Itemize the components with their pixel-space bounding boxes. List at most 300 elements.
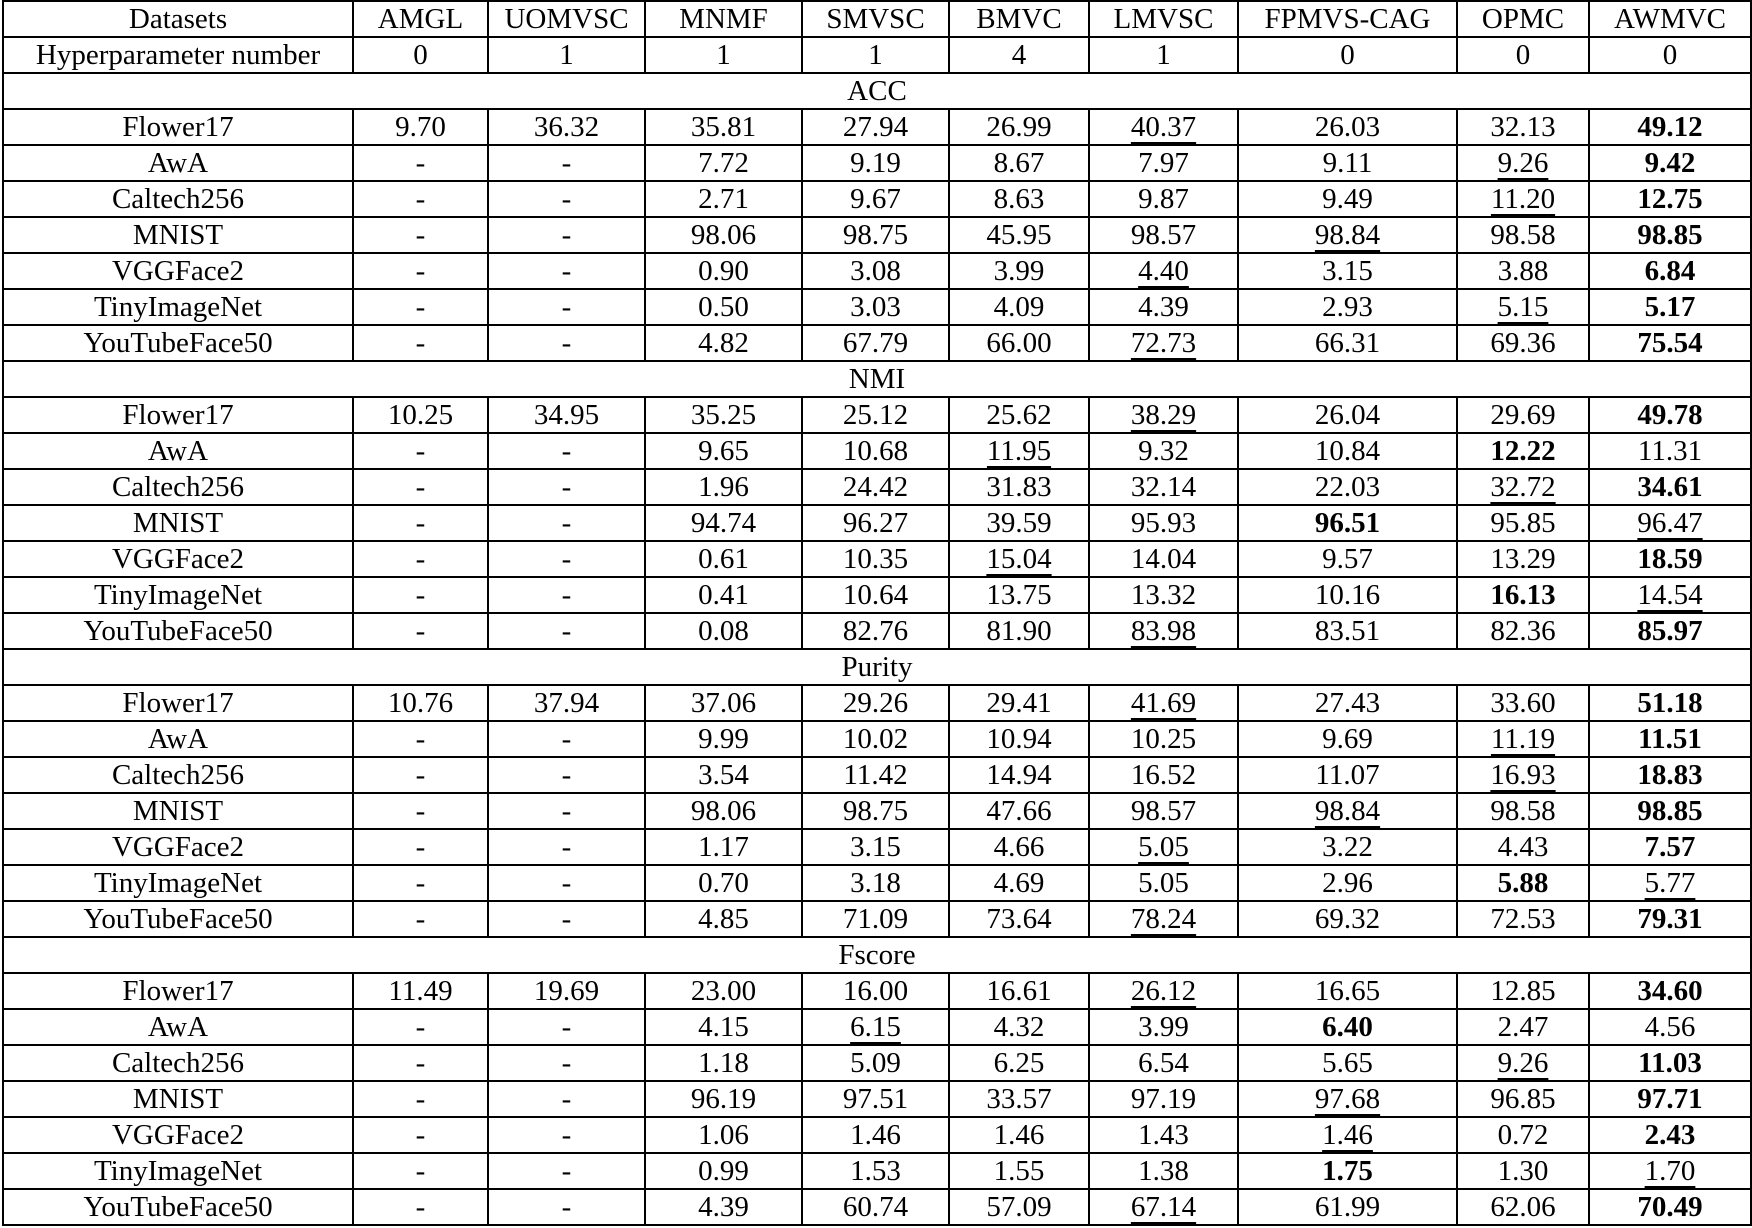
metric-value: 49.12 xyxy=(1589,109,1751,145)
metric-value xyxy=(1089,973,1238,1009)
metric-value: 1.06 xyxy=(645,1117,802,1153)
column-header-method: OPMC xyxy=(1457,1,1589,37)
metric-value: 62.06 xyxy=(1457,1189,1589,1225)
metric-value: 94.74 xyxy=(645,505,802,541)
metric-value-text: 32.72 xyxy=(1490,470,1556,503)
hyperparameter-row xyxy=(3,37,1751,73)
metric-value: 29.26 xyxy=(802,685,949,721)
metric-value xyxy=(1457,145,1589,181)
metric-value: 6.25 xyxy=(949,1045,1089,1081)
metric-value: 5.65 xyxy=(1238,1045,1457,1081)
metric-value-text: 78.24 xyxy=(1130,902,1197,935)
hyperparameter-value: 4 xyxy=(949,37,1089,73)
metric-value xyxy=(1089,613,1238,649)
metric-value-text: 67.14 xyxy=(1130,1190,1197,1223)
dataset-name: Flower17 xyxy=(3,973,353,1009)
metric-value: 12.75 xyxy=(1589,181,1751,217)
metric-value: 34.60 xyxy=(1589,973,1751,1009)
hyperparameter-value: 0 xyxy=(1589,37,1751,73)
metric-value: - xyxy=(353,901,488,937)
metric-value xyxy=(1238,793,1457,829)
metric-value: 2.47 xyxy=(1457,1009,1589,1045)
metric-value xyxy=(1457,721,1589,757)
metric-value: 4.15 xyxy=(645,1009,802,1045)
metric-value: 9.49 xyxy=(1238,181,1457,217)
metric-value: 4.69 xyxy=(949,865,1089,901)
metric-value: 25.62 xyxy=(949,397,1089,433)
hyperparameter-label: Hyperparameter number xyxy=(3,37,353,73)
metric-value-text: 9.26 xyxy=(1497,146,1549,179)
metric-value: 33.60 xyxy=(1457,685,1589,721)
dataset-name: VGGFace2 xyxy=(3,829,353,865)
metric-value xyxy=(1089,1189,1238,1225)
metric-value: - xyxy=(488,541,645,577)
hyperparameter-value: 1 xyxy=(802,37,949,73)
metric-value: 1.30 xyxy=(1457,1153,1589,1189)
metric-value xyxy=(1457,289,1589,325)
table-row xyxy=(3,685,1751,721)
metric-value xyxy=(1238,217,1457,253)
metric-value: - xyxy=(488,793,645,829)
metric-value: 75.54 xyxy=(1589,325,1751,361)
column-header-method: AMGL xyxy=(353,1,488,37)
metric-value: - xyxy=(353,181,488,217)
metric-value: 70.49 xyxy=(1589,1189,1751,1225)
metric-value: - xyxy=(353,1153,488,1189)
hyperparameter-value: 1 xyxy=(488,37,645,73)
metric-value: 27.94 xyxy=(802,109,949,145)
metric-value: 25.12 xyxy=(802,397,949,433)
metric-value: 45.95 xyxy=(949,217,1089,253)
metric-value: - xyxy=(353,721,488,757)
metric-value: 1.75 xyxy=(1238,1153,1457,1189)
table-row xyxy=(3,289,1751,325)
table-row xyxy=(3,109,1751,145)
metric-value: - xyxy=(353,1189,488,1225)
metric-value-text: 16.93 xyxy=(1490,758,1556,791)
metric-value: 1.46 xyxy=(802,1117,949,1153)
metric-value: - xyxy=(353,145,488,181)
metric-value: 9.69 xyxy=(1238,721,1457,757)
metric-value: 1.96 xyxy=(645,469,802,505)
table-row xyxy=(3,865,1751,901)
metric-value: 11.03 xyxy=(1589,1045,1751,1081)
metric-value-text: 1.46 xyxy=(1322,1118,1373,1151)
table-row xyxy=(3,1153,1751,1189)
table-row xyxy=(3,1009,1751,1045)
metric-value: 98.57 xyxy=(1089,217,1238,253)
metric-value: 18.83 xyxy=(1589,757,1751,793)
table-row xyxy=(3,217,1751,253)
column-header-method: UOMVSC xyxy=(488,1,645,37)
metric-value-text: 9.26 xyxy=(1497,1046,1549,1079)
metric-value: - xyxy=(488,829,645,865)
dataset-name: Caltech256 xyxy=(3,181,353,217)
metric-value: 6.84 xyxy=(1589,253,1751,289)
column-header-method: SMVSC xyxy=(802,1,949,37)
metric-value-text: 11.19 xyxy=(1490,722,1556,755)
metric-value: 60.74 xyxy=(802,1189,949,1225)
metric-value: 16.61 xyxy=(949,973,1089,1009)
metric-value: 61.99 xyxy=(1238,1189,1457,1225)
metric-value xyxy=(1238,1081,1457,1117)
metric-value xyxy=(949,541,1089,577)
metric-value: 4.09 xyxy=(949,289,1089,325)
metric-value: 29.41 xyxy=(949,685,1089,721)
header-row xyxy=(3,1,1751,37)
metric-value: - xyxy=(488,1045,645,1081)
metric-value: 5.09 xyxy=(802,1045,949,1081)
metric-value: 13.75 xyxy=(949,577,1089,613)
hyperparameter-value: 0 xyxy=(1457,37,1589,73)
metric-value: 23.00 xyxy=(645,973,802,1009)
table-row xyxy=(3,577,1751,613)
metric-value: 9.87 xyxy=(1089,181,1238,217)
metric-value-text: 26.12 xyxy=(1130,974,1197,1007)
metric-value: - xyxy=(353,793,488,829)
table-row xyxy=(3,325,1751,361)
metric-value: - xyxy=(488,145,645,181)
metric-value: 0.61 xyxy=(645,541,802,577)
dataset-name: AwA xyxy=(3,145,353,181)
metric-value: 10.25 xyxy=(353,397,488,433)
metric-value: 1.38 xyxy=(1089,1153,1238,1189)
metric-value: 14.04 xyxy=(1089,541,1238,577)
metric-value: 2.96 xyxy=(1238,865,1457,901)
table-row xyxy=(3,973,1751,1009)
metric-value: 3.99 xyxy=(949,253,1089,289)
metric-value: 37.94 xyxy=(488,685,645,721)
metric-value: - xyxy=(488,1117,645,1153)
metric-value: 98.06 xyxy=(645,793,802,829)
metric-value: 98.85 xyxy=(1589,217,1751,253)
metric-value: 66.31 xyxy=(1238,325,1457,361)
metric-value: 85.97 xyxy=(1589,613,1751,649)
table-row xyxy=(3,1189,1751,1225)
metric-value: - xyxy=(353,757,488,793)
hyperparameter-value: 0 xyxy=(353,37,488,73)
metric-value: 10.64 xyxy=(802,577,949,613)
metric-value: 4.39 xyxy=(1089,289,1238,325)
metric-value: 10.35 xyxy=(802,541,949,577)
metric-value-text: 11.95 xyxy=(986,434,1052,467)
metric-value: 7.72 xyxy=(645,145,802,181)
metric-value: 98.75 xyxy=(802,793,949,829)
metric-value: - xyxy=(353,541,488,577)
metric-value: - xyxy=(353,217,488,253)
metric-value: 11.49 xyxy=(353,973,488,1009)
metric-value: 34.95 xyxy=(488,397,645,433)
metric-value: 4.66 xyxy=(949,829,1089,865)
metric-value: - xyxy=(353,289,488,325)
table-row xyxy=(3,793,1751,829)
metric-value: 35.25 xyxy=(645,397,802,433)
table-row xyxy=(3,433,1751,469)
results-table xyxy=(2,0,1752,1226)
dataset-name: YouTubeFace50 xyxy=(3,613,353,649)
table-row xyxy=(3,721,1751,757)
metric-value-text: 38.29 xyxy=(1130,398,1197,431)
metric-value: 97.71 xyxy=(1589,1081,1751,1117)
metric-value: 9.67 xyxy=(802,181,949,217)
metric-value: 3.22 xyxy=(1238,829,1457,865)
metric-value: - xyxy=(488,181,645,217)
metric-value: 4.32 xyxy=(949,1009,1089,1045)
metric-value: - xyxy=(488,757,645,793)
metric-value: 0.50 xyxy=(645,289,802,325)
metric-value: - xyxy=(488,901,645,937)
metric-value: 98.06 xyxy=(645,217,802,253)
metric-value: 69.32 xyxy=(1238,901,1457,937)
metric-value: 9.19 xyxy=(802,145,949,181)
metric-value: 29.69 xyxy=(1457,397,1589,433)
section-header-row xyxy=(3,73,1751,109)
metric-value-text: 14.54 xyxy=(1637,578,1703,611)
metric-value: 49.78 xyxy=(1589,397,1751,433)
section-title: Purity xyxy=(3,649,1751,685)
metric-value: 57.09 xyxy=(949,1189,1089,1225)
dataset-name: VGGFace2 xyxy=(3,541,353,577)
metric-value xyxy=(949,433,1089,469)
metric-value: 1.18 xyxy=(645,1045,802,1081)
metric-value: 16.52 xyxy=(1089,757,1238,793)
table-body xyxy=(3,1,1751,1225)
metric-value: 9.42 xyxy=(1589,145,1751,181)
metric-value xyxy=(1089,397,1238,433)
metric-value: - xyxy=(488,721,645,757)
metric-value: 95.93 xyxy=(1089,505,1238,541)
metric-value-text: 5.05 xyxy=(1138,830,1189,863)
table-row xyxy=(3,505,1751,541)
table-row xyxy=(3,901,1751,937)
table-row xyxy=(3,829,1751,865)
metric-value: 1.46 xyxy=(949,1117,1089,1153)
metric-value: 96.19 xyxy=(645,1081,802,1117)
metric-value: 1.43 xyxy=(1089,1117,1238,1153)
metric-value: - xyxy=(353,865,488,901)
metric-value: 16.00 xyxy=(802,973,949,1009)
metric-value: - xyxy=(353,1081,488,1117)
hyperparameter-value: 1 xyxy=(1089,37,1238,73)
metric-value: - xyxy=(353,505,488,541)
metric-value: 97.51 xyxy=(802,1081,949,1117)
metric-value: 13.29 xyxy=(1457,541,1589,577)
metric-value: 31.83 xyxy=(949,469,1089,505)
metric-value: 2.71 xyxy=(645,181,802,217)
metric-value: 11.42 xyxy=(802,757,949,793)
metric-value xyxy=(1589,1153,1751,1189)
metric-value-text: 40.37 xyxy=(1130,110,1197,143)
metric-value: 98.58 xyxy=(1457,217,1589,253)
metric-value xyxy=(1089,109,1238,145)
metric-value: 66.00 xyxy=(949,325,1089,361)
metric-value: 19.69 xyxy=(488,973,645,1009)
dataset-name: VGGFace2 xyxy=(3,253,353,289)
dataset-name: MNIST xyxy=(3,217,353,253)
dataset-name: MNIST xyxy=(3,505,353,541)
metric-value: 3.15 xyxy=(1238,253,1457,289)
metric-value xyxy=(1238,1117,1457,1153)
metric-value: 51.18 xyxy=(1589,685,1751,721)
metric-value: 67.79 xyxy=(802,325,949,361)
metric-value: - xyxy=(488,1009,645,1045)
section-title: ACC xyxy=(3,73,1751,109)
dataset-name: MNIST xyxy=(3,1081,353,1117)
metric-value: 37.06 xyxy=(645,685,802,721)
table-row xyxy=(3,397,1751,433)
metric-value: 0.99 xyxy=(645,1153,802,1189)
metric-value: 0.90 xyxy=(645,253,802,289)
dataset-name: TinyImageNet xyxy=(3,289,353,325)
column-header-method: FPMVS-CAG xyxy=(1238,1,1457,37)
metric-value: 97.19 xyxy=(1089,1081,1238,1117)
metric-value: 33.57 xyxy=(949,1081,1089,1117)
metric-value: 4.85 xyxy=(645,901,802,937)
metric-value: 3.18 xyxy=(802,865,949,901)
dataset-name: Caltech256 xyxy=(3,757,353,793)
metric-value: 0.41 xyxy=(645,577,802,613)
metric-value xyxy=(1457,757,1589,793)
metric-value: 7.97 xyxy=(1089,145,1238,181)
metric-value: 10.84 xyxy=(1238,433,1457,469)
metric-value: 26.04 xyxy=(1238,397,1457,433)
metric-value: 96.27 xyxy=(802,505,949,541)
metric-value: - xyxy=(353,1117,488,1153)
metric-value: 12.22 xyxy=(1457,433,1589,469)
table-row xyxy=(3,253,1751,289)
metric-value: 95.85 xyxy=(1457,505,1589,541)
section-header-row xyxy=(3,361,1751,397)
dataset-name: Flower17 xyxy=(3,109,353,145)
metric-value: - xyxy=(353,613,488,649)
dataset-name: Flower17 xyxy=(3,685,353,721)
metric-value: - xyxy=(488,1189,645,1225)
table-row xyxy=(3,613,1751,649)
metric-value-text: 11.20 xyxy=(1490,182,1556,215)
metric-value: 3.03 xyxy=(802,289,949,325)
metric-value xyxy=(1589,577,1751,613)
metric-value: 9.57 xyxy=(1238,541,1457,577)
hyperparameter-value: 0 xyxy=(1238,37,1457,73)
metric-value: 98.57 xyxy=(1089,793,1238,829)
metric-value: 10.02 xyxy=(802,721,949,757)
metric-value: 39.59 xyxy=(949,505,1089,541)
dataset-name: TinyImageNet xyxy=(3,1153,353,1189)
metric-value: 11.07 xyxy=(1238,757,1457,793)
metric-value: 82.36 xyxy=(1457,613,1589,649)
table-row xyxy=(3,469,1751,505)
dataset-name: Flower17 xyxy=(3,397,353,433)
metric-value: 10.94 xyxy=(949,721,1089,757)
metric-value-text: 41.69 xyxy=(1130,686,1197,719)
metric-value: 4.43 xyxy=(1457,829,1589,865)
metric-value xyxy=(1089,901,1238,937)
metric-value-text: 4.40 xyxy=(1138,254,1189,287)
column-header-method: LMVSC xyxy=(1089,1,1238,37)
metric-value: - xyxy=(353,325,488,361)
dataset-name: AwA xyxy=(3,1009,353,1045)
metric-value: 3.08 xyxy=(802,253,949,289)
metric-value: 6.54 xyxy=(1089,1045,1238,1081)
metric-value-text: 96.47 xyxy=(1637,506,1703,539)
table-row xyxy=(3,1117,1751,1153)
metric-value: 2.93 xyxy=(1238,289,1457,325)
metric-value-text: 98.84 xyxy=(1314,794,1381,827)
dataset-name: TinyImageNet xyxy=(3,577,353,613)
metric-value-text: 98.84 xyxy=(1314,218,1381,251)
metric-value xyxy=(802,1009,949,1045)
metric-value: 8.67 xyxy=(949,145,1089,181)
metric-value: 24.42 xyxy=(802,469,949,505)
metric-value-text: 83.98 xyxy=(1130,614,1197,647)
metric-value: 34.61 xyxy=(1589,469,1751,505)
metric-value: 3.88 xyxy=(1457,253,1589,289)
section-title: NMI xyxy=(3,361,1751,397)
metric-value: 13.32 xyxy=(1089,577,1238,613)
metric-value-text: 6.15 xyxy=(850,1010,901,1043)
metric-value xyxy=(1089,253,1238,289)
metric-value: 12.85 xyxy=(1457,973,1589,1009)
metric-value-text: 97.68 xyxy=(1314,1082,1381,1115)
metric-value xyxy=(1589,505,1751,541)
metric-value: - xyxy=(488,217,645,253)
metric-value: 9.65 xyxy=(645,433,802,469)
metric-value: 3.15 xyxy=(802,829,949,865)
metric-value: 3.54 xyxy=(645,757,802,793)
metric-value: - xyxy=(353,433,488,469)
metric-value: 9.70 xyxy=(353,109,488,145)
column-header-method: AWMVC xyxy=(1589,1,1751,37)
metric-value: 9.32 xyxy=(1089,433,1238,469)
metric-value xyxy=(1089,325,1238,361)
metric-value: - xyxy=(488,613,645,649)
metric-value: 3.99 xyxy=(1089,1009,1238,1045)
metric-value: 26.03 xyxy=(1238,109,1457,145)
metric-value-text: 5.77 xyxy=(1644,866,1696,899)
metric-value: - xyxy=(488,289,645,325)
metric-value: 18.59 xyxy=(1589,541,1751,577)
metric-value: 73.64 xyxy=(949,901,1089,937)
metric-value: 72.53 xyxy=(1457,901,1589,937)
dataset-name: YouTubeFace50 xyxy=(3,325,353,361)
metric-value: - xyxy=(353,577,488,613)
metric-value: 32.13 xyxy=(1457,109,1589,145)
dataset-name: Caltech256 xyxy=(3,1045,353,1081)
metric-value: - xyxy=(488,577,645,613)
metric-value: 2.43 xyxy=(1589,1117,1751,1153)
column-header-datasets: Datasets xyxy=(3,1,353,37)
metric-value: 4.56 xyxy=(1589,1009,1751,1045)
metric-value: 4.82 xyxy=(645,325,802,361)
metric-value: 1.55 xyxy=(949,1153,1089,1189)
metric-value: 98.75 xyxy=(802,217,949,253)
dataset-name: MNIST xyxy=(3,793,353,829)
table-row xyxy=(3,757,1751,793)
metric-value: 36.32 xyxy=(488,109,645,145)
metric-value xyxy=(1089,685,1238,721)
hyperparameter-value: 1 xyxy=(645,37,802,73)
table-row xyxy=(3,541,1751,577)
metric-value: 27.43 xyxy=(1238,685,1457,721)
metric-value: 10.16 xyxy=(1238,577,1457,613)
metric-value: - xyxy=(488,325,645,361)
metric-value: 79.31 xyxy=(1589,901,1751,937)
column-header-method: BMVC xyxy=(949,1,1089,37)
table-row xyxy=(3,181,1751,217)
metric-value: 16.65 xyxy=(1238,973,1457,1009)
metric-value: - xyxy=(353,253,488,289)
metric-value: 11.51 xyxy=(1589,721,1751,757)
